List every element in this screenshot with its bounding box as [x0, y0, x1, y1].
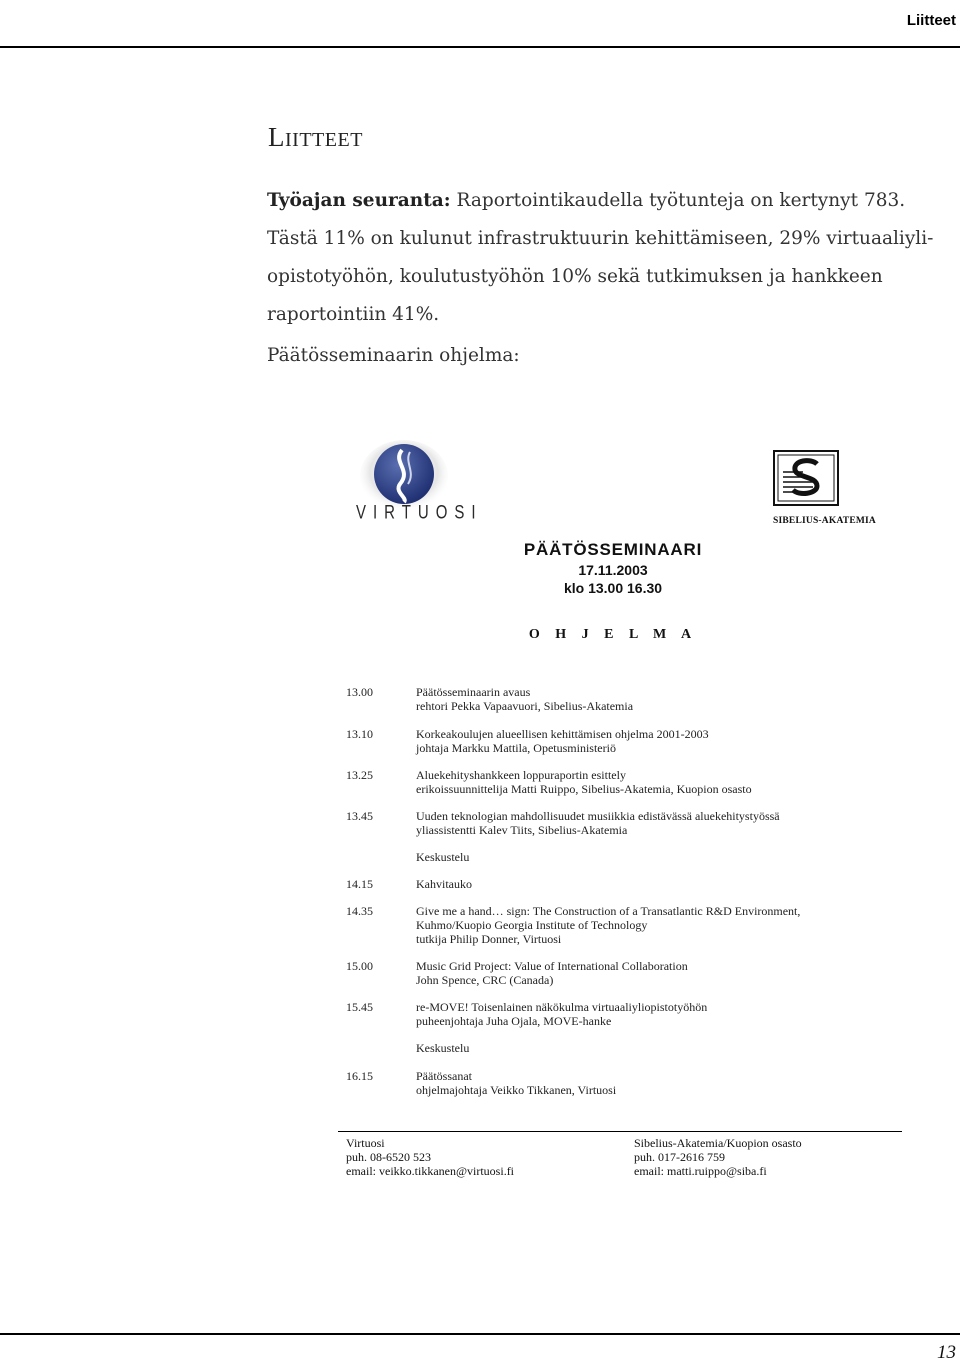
intro-lead: Työajan seuranta:: [267, 190, 451, 211]
intro-line-3: opistotyöhön, koulutustyöhön 10% sekä tutkimuksen ja hankkeen: [267, 266, 883, 287]
schedule-line: Aluekehityshankkeen loppuraportin esittely: [416, 768, 626, 782]
schedule-time: 15.45: [346, 1000, 373, 1014]
schedule-time: 14.15: [346, 877, 373, 891]
running-header: Liitteet: [906, 12, 956, 29]
schedule-line: re-MOVE! Toisenlainen näkökulma virtuaaliyliopistotyöhön: [416, 1000, 708, 1014]
page-footer-rule: [0, 1333, 960, 1335]
schedule-time: 14.35: [346, 904, 373, 918]
schedule-line: puheenjohtaja Juha Ojala, MOVE-hanke: [416, 1014, 612, 1028]
seminar-title: PÄÄTÖSSEMINAARI: [523, 540, 703, 559]
section-title: [268, 122, 363, 153]
intro-line-1: Raportointikaudella työtunteja on kertynyt 783.: [456, 190, 906, 211]
footer-left-org: Virtuosi: [346, 1136, 385, 1150]
schedule-time: 15.00: [346, 959, 373, 973]
footer-right-org: Sibelius-Akatemia/Kuopion osasto: [634, 1136, 802, 1150]
intro-line-4: raportointiin 41%.: [267, 304, 440, 325]
schedule-time: 16.15: [346, 1069, 373, 1083]
schedule-time: 13.10: [346, 727, 373, 741]
footer-left-phone: puh. 08-6520 523: [346, 1150, 431, 1164]
schedule-line: Päätössanat: [416, 1069, 472, 1083]
schedule-line: Give me a hand… sign: The Construction of a Transatlantic R&D Environment,: [416, 904, 801, 918]
intro-paragraph: [267, 182, 947, 334]
schedule-line: ohjelmajohtaja Veikko Tikkanen, Virtuosi: [416, 1083, 617, 1097]
schedule-line: Uuden teknologian mahdollisuudet musiikkia edistävässä aluekehitystyössä: [416, 809, 780, 823]
sibelius-s-logo-icon: [773, 450, 839, 506]
footer-right-email: email: matti.ruippo@siba.fi: [634, 1164, 767, 1178]
seminar-date: 17.11.2003: [578, 562, 648, 578]
program-heading: Päätösseminaarin ohjelma:: [267, 345, 520, 366]
schedule-time: 13.00: [346, 685, 373, 699]
virtuosi-wordmark: VIRTUOSI: [356, 501, 483, 524]
seminar-time: klo 13.00 16.30: [563, 580, 663, 596]
page-number: 13: [937, 1342, 956, 1363]
schedule-line: erikoissuunnittelija Matti Ruippo, Sibelius-Akatemia, Kuopion osasto: [416, 782, 752, 796]
schedule-line: Keskustelu: [416, 1041, 470, 1055]
footer-rule: [338, 1131, 902, 1132]
section-title-initial: L: [268, 122, 285, 152]
schedule-time: 13.45: [346, 809, 373, 823]
intro-line-2: Tästä 11% on kulunut infrastruktuurin kehittämiseen, 29% virtuaaliyli-: [267, 228, 934, 249]
schedule-line: johtaja Markku Mattila, Opetusministeriö: [416, 741, 616, 755]
schedule-line: tutkija Philip Donner, Virtuosi: [416, 932, 562, 946]
sibelius-wordmark: SIBELIUS-AKATEMIA: [773, 516, 876, 526]
schedule-line: Kahvitauko: [416, 877, 472, 891]
schedule-line: Music Grid Project: Value of International Collaboration: [416, 959, 688, 973]
footer-right-phone: puh. 017-2616 759: [634, 1150, 725, 1164]
schedule-line: John Spence, CRC (Canada): [416, 973, 554, 987]
schedule-line: yliassistentti Kalev Tiits, Sibelius-Akatemia: [416, 823, 628, 837]
footer-left-email: email: veikko.tikkanen@virtuosi.fi: [346, 1164, 515, 1178]
schedule-line: Päätösseminaarin avaus: [416, 685, 531, 699]
schedule-line: Keskustelu: [416, 850, 470, 864]
header-rule: [0, 46, 960, 48]
schedule-line: Kuhmo/Kuopio Georgia Institute of Technology: [416, 918, 648, 932]
schedule-line: rehtori Pekka Vapaavuori, Sibelius-Akatemia: [416, 699, 634, 713]
schedule-time: 13.25: [346, 768, 373, 782]
section-title-rest: IITTEET: [285, 129, 363, 151]
program-label: O H J E L M A: [528, 627, 698, 642]
schedule-line: Korkeakoulujen alueellisen kehittämisen ohjelma 2001-2003: [416, 727, 709, 741]
